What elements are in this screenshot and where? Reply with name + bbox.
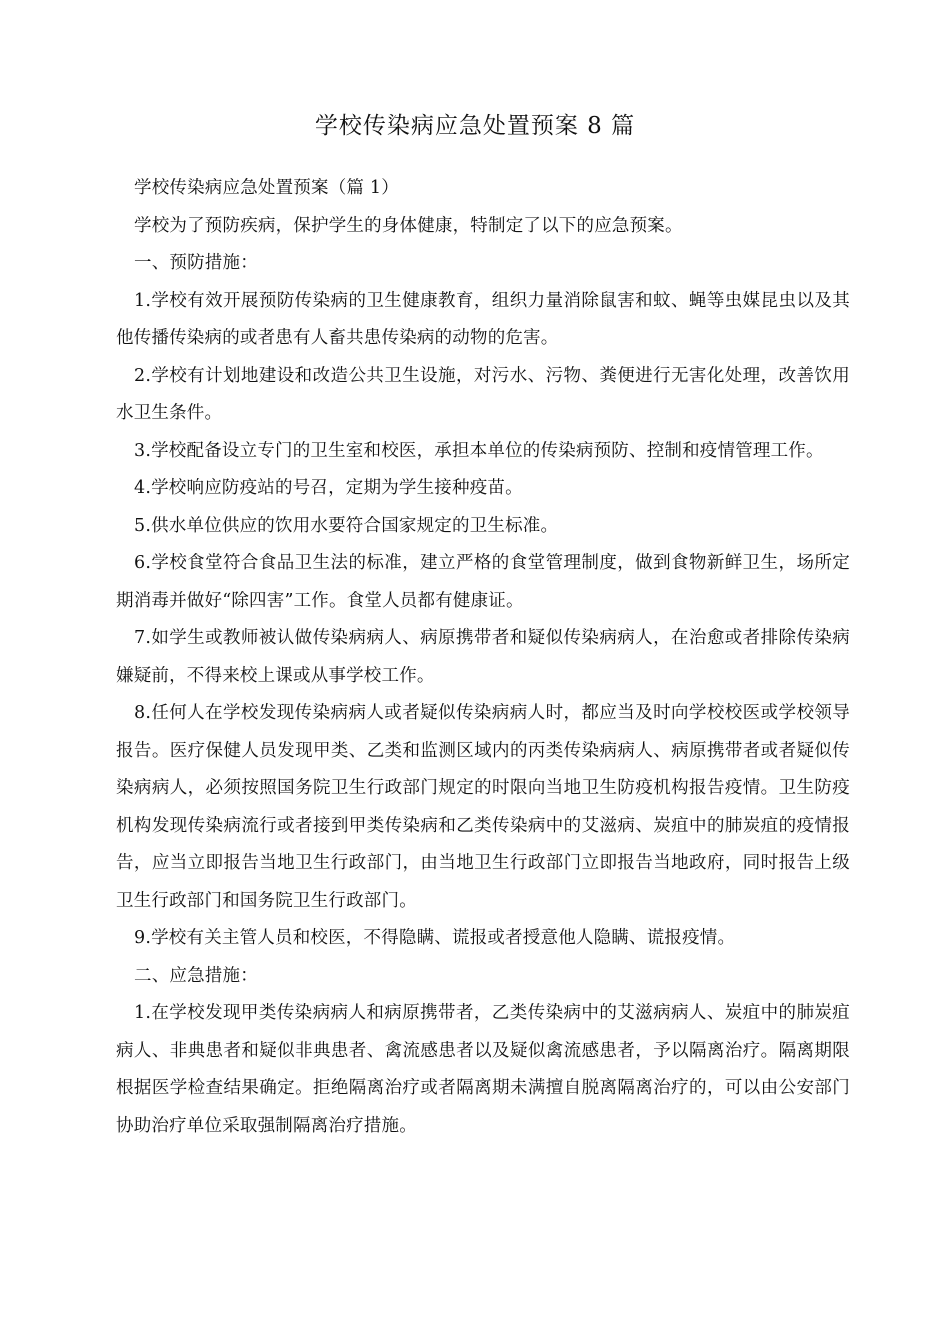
prevention-item-9: 9.学校有关主管人员和校医，不得隐瞒、谎报或者授意他人隐瞒、谎报疫情。 (134, 928, 736, 948)
intro-paragraph: 学校为了预防疾病，保护学生的身体健康，特制定了以下的应急预案。 (134, 215, 683, 236)
prevention-item-4: 4.学校响应防疫站的号召，定期为学生接种疫苗。 (134, 478, 523, 498)
prevention-item-5: 5.供水单位供应的饮用水要符合国家规定的卫生标准。 (134, 515, 559, 536)
prevention-item-8: 8.任何人在学校发现传染病病人或者疑似传染病病人时，都应当及时向学校校医或学校领导报告。医疗保健人员发现甲类、乙类和监测区域内的丙类传染病病人、病原携带者或者疑似传染病病人，必须按照国务院卫生行政部门规定的时限向当地卫生防疫机构报告疫情。卫生防疫机构发现传染病流行或者接到甲类传染病和乙类传染病中的艾滋病、炭疽中的肺炭疽的疫情报告，应当立即报告当地卫生行政部门，由当地卫生行政部门立即报告当地政府，同时报告上级卫生行政部门和国务院卫生行政部门。 (116, 703, 850, 911)
prevention-item-7: 7.如学生或教师被认做传染病病人、病原携带者和疑似传染病病人，在治愈或者排除传染病嫌疑前，不得来校上课或从事学校工作。 (116, 628, 850, 686)
document-title: 学校传染病应急处置预案 8 篇 (314, 113, 636, 139)
prevention-item-3: 3.学校配备设立专门的卫生室和校医，承担本单位的传染病预防、控制和疫情管理工作。 (134, 440, 824, 461)
section-heading-emergency: 二、应急措施： (134, 965, 258, 986)
section-heading-prevention: 一、预防措施： (134, 253, 258, 273)
prevention-item-6: 6.学校食堂符合食品卫生法的标准，建立严格的食堂管理制度，做到食物新鲜卫生，场所定期消毒并做好“除四害”工作。食堂人员都有健康证。 (116, 553, 850, 611)
section-heading-article-1: 学校传染病应急处置预案（篇 1） (134, 178, 399, 198)
prevention-item-1: 1.学校有效开展预防传染病的卫生健康教育，组织力量消除鼠害和蚊、蝇等虫媒昆虫以及其他传播传染病的或者患有人畜共患传染病的动物的危害。 (116, 290, 850, 348)
emergency-item-1: 1.在学校发现甲类传染病病人和病原携带者，乙类传染病中的艾滋病病人、炭疽中的肺炭疽病人、非典患者和疑似非典患者、禽流感患者以及疑似禽流感患者，予以隔离治疗。隔离期限根据医学检查结果确定。拒绝隔离治疗或者隔离期未满擅自脱离隔离治疗的，可以由公安部门协助治疗单位采取强制隔离治疗措施。 (116, 1003, 850, 1136)
prevention-item-2: 2.学校有计划地建设和改造公共卫生设施，对污水、污物、粪便进行无害化处理，改善饮用水卫生条件。 (116, 365, 850, 423)
document-body (116, 170, 850, 1145)
